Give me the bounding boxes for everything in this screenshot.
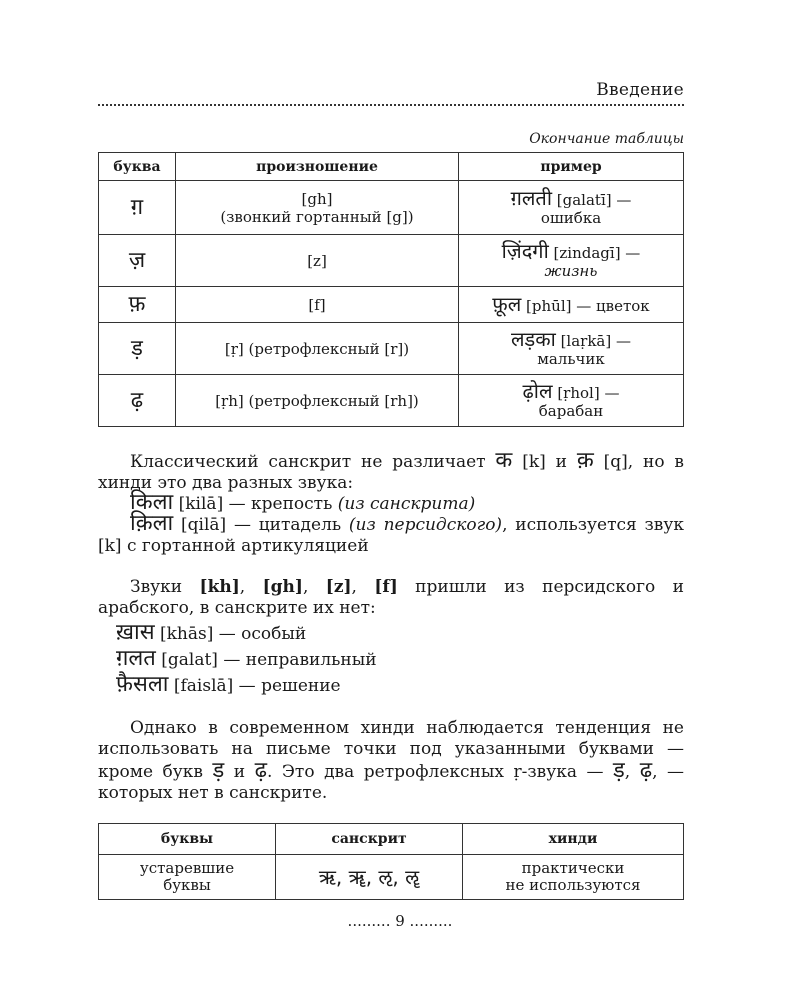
paragraph-persian-sounds: Звуки [kh], [gh], [z], [f] пришли из персидского и арабского, в санскрите их нет: [98, 577, 684, 618]
example-cell [459, 181, 684, 235]
letter-cell: ढ़ [99, 375, 176, 427]
pronunciation-cell: [ṛ] (ретрофлексный [r]) [176, 323, 459, 375]
table-caption: Окончание таблицы [529, 131, 684, 147]
col-header-sanskrit: санскрит [276, 824, 463, 855]
example-text: [ṛhol] — [552, 383, 620, 402]
example-word: फ़ूल [492, 291, 522, 316]
pronunciation-cell: [z] [176, 235, 459, 287]
example-qila: क़िला [qilā] — цитадель (из персидского), используется звук [k] с гортанной артикуляцией [98, 511, 684, 556]
paragraph-sanskrit-k-q: Классический санскрит не различает क [k] и क़ [q], но в хинди это два разных звука: [98, 448, 684, 493]
example-cell [459, 375, 684, 427]
example-meaning: ошибка [540, 208, 602, 227]
col-header-letter: буква [99, 153, 176, 181]
letters-table [98, 152, 684, 427]
example-text: [phūl] — цветок [521, 296, 650, 315]
sanskrit-cell: ऋ, ॠ, ऌ, ॡ [276, 855, 463, 900]
example-text: [galatī] — [552, 190, 632, 209]
example-meaning: мальчик [537, 349, 605, 368]
example-word: ज़िंदगी [501, 238, 549, 263]
letters-cell: устаревшие буквы [99, 855, 276, 900]
table-header-row [99, 824, 684, 855]
table-row [99, 323, 684, 375]
example-kila: किला [kilā] — крепость (из санскрита) [130, 490, 476, 515]
pron-line: [gh] [301, 189, 333, 208]
pronunciation-cell [176, 181, 459, 235]
running-header: Введение [596, 80, 684, 100]
table-row [99, 235, 684, 287]
paragraph-modern-hindi: Однако в современном хинди наблюдается тенденция не использовать на письме точки под указанными буквами — кроме букв ड़ и ढ़. Это два ретрофлексных ṛ-звука — ड़, ढ़, — которых нет в санскрите. [98, 718, 685, 803]
example-cell [459, 235, 684, 287]
letter-cell: ज़ [99, 235, 176, 287]
table-row [99, 181, 684, 235]
header-rule [98, 104, 684, 106]
col-header-letters: буквы [99, 824, 276, 855]
col-header-hindi: хинди [463, 824, 684, 855]
example-word: ग़लती [510, 185, 553, 210]
example-meaning: жизнь [544, 261, 598, 280]
pronunciation-cell: [ṛh] (ретрофлексный [rh]) [176, 375, 459, 427]
table-header-row [99, 153, 684, 181]
hindi-cell: практически не используются [463, 855, 684, 900]
col-header-example: пример [459, 153, 684, 181]
example-word: लड़का [511, 326, 556, 351]
example-word: ढ़ोल [522, 378, 553, 403]
pron-line: (звонкий гортанный [g]) [220, 207, 414, 226]
list-item: फ़ैसला [faislā] — решение [116, 672, 341, 697]
table-row [99, 287, 684, 323]
example-meaning: барабан [538, 401, 604, 420]
table-row [99, 375, 684, 427]
example-cell [459, 323, 684, 375]
pronunciation-cell: [f] [176, 287, 459, 323]
obsolete-letters-table [98, 823, 684, 900]
list-item: ख़ास [khās] — особый [116, 620, 307, 645]
letter-cell: ग़ [99, 181, 176, 235]
example-text: [laṛkā] — [555, 331, 631, 350]
letter-cell: फ़ [99, 287, 176, 323]
letter-cell: ड़ [99, 323, 176, 375]
list-item: ग़लत [galat] — неправильный [116, 646, 377, 671]
col-header-pronunciation: произношение [176, 153, 459, 181]
example-cell [459, 287, 684, 323]
page-number: ......... 9 ......... [347, 912, 453, 930]
example-text: [zindagī] — [548, 243, 641, 262]
table-row [99, 855, 684, 900]
